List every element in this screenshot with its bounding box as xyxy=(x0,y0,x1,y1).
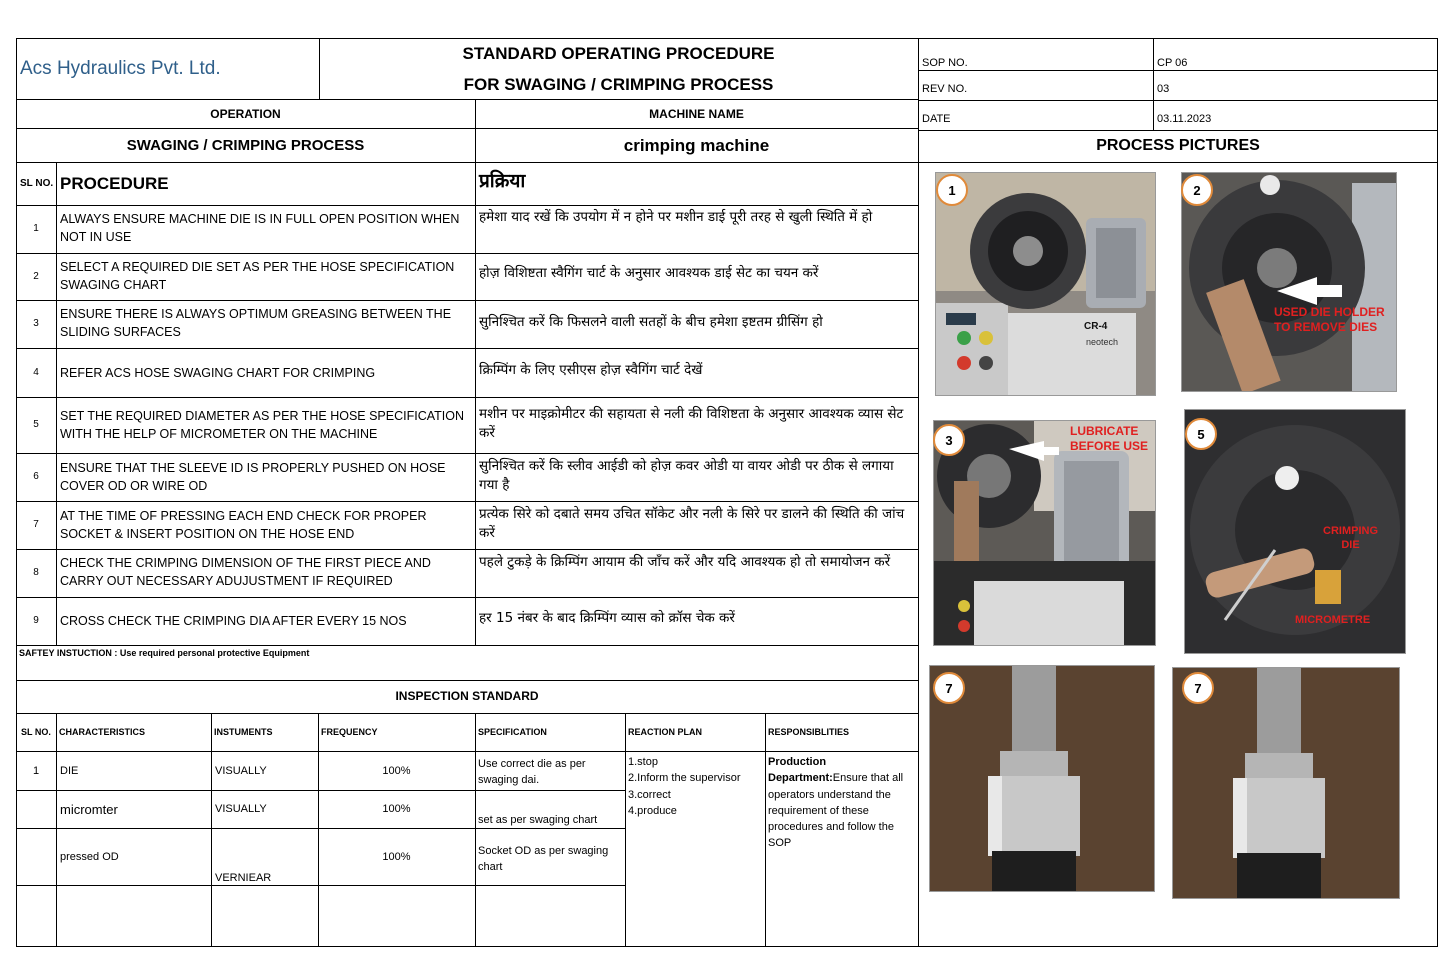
step-text-en: REFER ACS HOSE SWAGING CHART FOR CRIMPING xyxy=(60,366,376,380)
reaction-plan xyxy=(628,754,741,819)
inspection-row-characteristic: DIE xyxy=(60,765,79,777)
inspection-row-instrument: VERNIEAR xyxy=(215,872,272,884)
rev-number-label: REV NO. xyxy=(922,83,968,95)
inspection-row-characteristic: micromter xyxy=(60,802,118,817)
inspection-header-characteristics: CHARACTERISTICS xyxy=(59,727,146,737)
inspection-row-specification: Use correct die as per swaging dai. xyxy=(478,758,586,786)
crimping-die-annotation: CRIMPING DIE xyxy=(1323,525,1378,551)
step-text-hi: पहले टुकड़े के क्रिम्पिंग आयाम की जाँच करें और यदि आवश्यक हो तो समायोजन करें xyxy=(479,554,891,570)
step-text-en: SET THE REQUIRED DIAMETER AS PER THE HOSE SPECIFICATION WITH THE HELP OF MICROMETER ON THE MACHINE xyxy=(60,409,465,441)
micrometre-annotation: MICROMETRE xyxy=(1295,614,1371,626)
picture-badge-2: 2 xyxy=(1181,174,1213,206)
sop-number-value: CP 06 xyxy=(1157,57,1188,69)
inspection-header-reaction: REACTION PLAN xyxy=(628,727,702,737)
process-pictures-title: PROCESS PICTURES xyxy=(1096,137,1260,154)
step-text-hi: प्रत्येक सिरे को दबाते समय उचित सॉकेट और नली के सिरे पर डालने की स्थिति की जांच करें xyxy=(479,506,905,541)
inspection-title: INSPECTION STANDARD xyxy=(395,689,539,703)
inspection-row-frequency: 100% xyxy=(382,851,411,863)
reaction-plan-item: 2.Inform the supervisor xyxy=(628,772,741,785)
date-label: DATE xyxy=(922,113,951,125)
machine-name-label: MACHINE NAME xyxy=(649,107,744,121)
inspection-row-specification: set as per swaging chart xyxy=(478,814,598,826)
machine-name-value: crimping machine xyxy=(623,136,770,155)
responsibility-department: Production Department: xyxy=(768,756,833,785)
inspection-row-sl: 1 xyxy=(32,765,40,777)
step-text-hi: हमेशा याद रखें कि उपयोग में न होने पर मशीन डाई पूरी तरह से खुली स्थिति में हो xyxy=(479,209,873,225)
lubrication-photo xyxy=(933,420,1156,646)
machine-brand-plate: neotech xyxy=(1086,337,1119,347)
procedure-sl-header: SL NO. xyxy=(20,178,54,189)
inspection-header-responsibilities: RESPONSIBLITIES xyxy=(768,727,850,737)
inspection-header-sl: SL NO. xyxy=(21,727,51,737)
procedure-hindi-header: प्रक्रिया xyxy=(479,170,526,192)
lubricate-annotation: LUBRICATE BEFORE USE xyxy=(1070,424,1149,453)
step-text-hi: सुनिश्चित करें कि स्लीव आईडी को होज़ कवर ओडी या वायर ओडी पर ठीक से लगाया गया है xyxy=(479,458,894,493)
picture-badge-7b: 7 xyxy=(1182,672,1214,704)
step-text-en: CROSS CHECK THE CRIMPING DIA AFTER EVERY 15 NOS xyxy=(60,614,407,628)
crimping-machine-photo xyxy=(935,172,1156,396)
reaction-plan-item: 4.produce xyxy=(628,804,677,817)
crimped-hose-photo-a xyxy=(929,665,1155,892)
step-text-en: ENSURE THAT THE SLEEVE ID IS PROPERLY PUSHED ON HOSE COVER OD OR WIRE OD xyxy=(60,461,446,493)
reaction-plan-item: 3.correct xyxy=(628,788,671,801)
step-number: 8 xyxy=(33,567,39,578)
step-text-hi: सुनिश्चित करें कि फिसलने वाली सतहों के बीच हमेशा इष्टतम ग्रीसिंग हो xyxy=(479,314,823,330)
machine-model-plate: CR-4 xyxy=(1084,321,1108,332)
step-text-hi: क्रिम्पिंग के लिए एसीएस होज़ स्वैगिंग चार्ट देखें xyxy=(479,362,703,378)
procedure-header: PROCEDURE xyxy=(60,174,169,193)
responsibilities xyxy=(768,754,916,852)
picture-badge-7a: 7 xyxy=(933,672,965,704)
step-number: 5 xyxy=(33,419,39,430)
step-text-hi: होज़ विशिष्टता स्वैगिंग चार्ट के अनुसार आवश्यक डाई सेट का चयन करें xyxy=(479,265,819,281)
step-text-hi: मशीन पर माइक्रोमीटर की सहायता से नली की विशिष्टता के अनुसार आवश्यक व्यास सेट करें xyxy=(479,406,904,441)
company-name: Acs Hydraulics Pvt. Ltd. xyxy=(20,58,221,79)
step-number: 3 xyxy=(33,318,39,329)
picture-badge-3: 3 xyxy=(933,424,965,456)
step-number: 9 xyxy=(33,615,39,626)
safety-instruction: SAFTEY INSTUCTION : Use required personal protective Equipment xyxy=(19,648,310,658)
step-number: 6 xyxy=(33,471,39,482)
picture-badge-5: 5 xyxy=(1185,418,1217,450)
sop-title-line1: STANDARD OPERATING PROCEDURE xyxy=(462,44,775,63)
step-text-en: AT THE TIME OF PRESSING EACH END CHECK FOR PROPER SOCKET & INSERT POSITION ON THE HOSE END xyxy=(60,509,427,541)
rev-number-value: 03 xyxy=(1157,83,1170,95)
operation-label: OPERATION xyxy=(210,107,281,121)
step-text-en: ALWAYS ENSURE MACHINE DIE IS IN FULL OPEN POSITION WHEN NOT IN USE xyxy=(60,212,460,244)
step-number: 1 xyxy=(33,223,39,234)
inspection-row-frequency: 100% xyxy=(382,803,411,815)
inspection-header-instruments: INSTUMENTS xyxy=(214,727,273,737)
step-text-hi: हर 15 नंबर के बाद क्रिम्पिंग व्यास को क्रॉस चेक करें xyxy=(479,610,735,626)
inspection-row-instrument: VISUALLY xyxy=(215,803,267,815)
micrometer-photo xyxy=(1184,409,1406,654)
step-text-en: SELECT A REQUIRED DIE SET AS PER THE HOSE SPECIFICATION SWAGING CHART xyxy=(60,260,455,292)
inspection-row-specification: Socket OD as per swaging chart xyxy=(478,845,609,873)
die-holder-annotation: USED DIE HOLDER TO REMOVE DIES xyxy=(1274,305,1385,334)
die-holder-photo xyxy=(1181,172,1397,392)
crimped-hose-photo-b xyxy=(1172,667,1400,899)
step-text-en: CHECK THE CRIMPING DIMENSION OF THE FIRST PIECE AND CARRY OUT NECESSARY ADUJUSTMENT IF REQUIRED xyxy=(60,556,431,588)
responsibility-text: Ensure that all operators understand the requirement of these procedures and follow the SOP xyxy=(768,772,904,850)
sop-title-line2: FOR SWAGING / CRIMPING PROCESS xyxy=(463,75,774,94)
date-value: 03.11.2023 xyxy=(1157,113,1212,125)
picture-badge-1: 1 xyxy=(936,174,968,206)
step-number: 7 xyxy=(33,519,39,530)
step-number: 4 xyxy=(33,367,39,378)
sop-number-label: SOP NO. xyxy=(922,57,968,69)
step-text-en: ENSURE THERE IS ALWAYS OPTIMUM GREASING BETWEEN THE SLIDING SURFACES xyxy=(60,307,452,339)
reaction-plan-item: 1.stop xyxy=(628,756,658,768)
inspection-header-specification: SPECIFICATION xyxy=(478,727,547,737)
inspection-row-instrument: VISUALLY xyxy=(215,765,267,777)
inspection-row-characteristic: pressed OD xyxy=(60,851,119,863)
step-number: 2 xyxy=(33,271,39,282)
inspection-row-frequency: 100% xyxy=(382,765,411,777)
operation-value: SWAGING / CRIMPING PROCESS xyxy=(126,137,365,154)
inspection-header-frequency: FREQUENCY xyxy=(321,727,378,737)
